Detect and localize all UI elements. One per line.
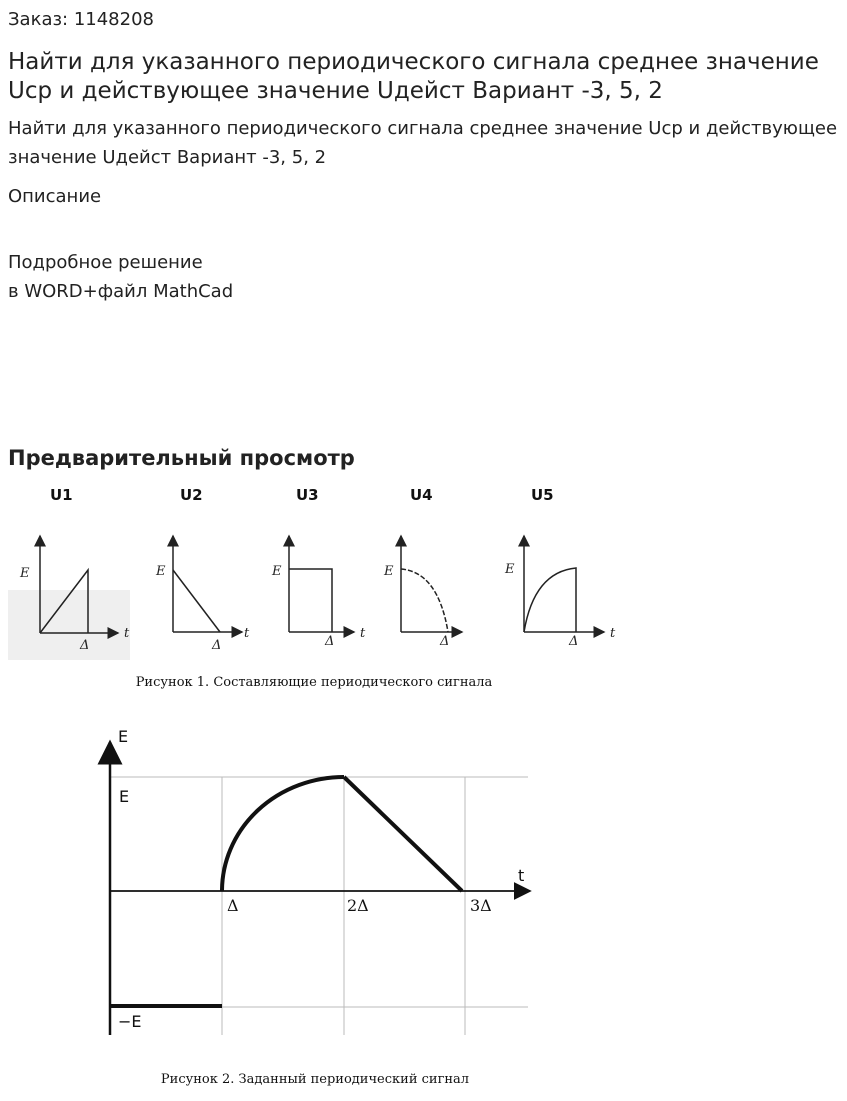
component-label: U4 [410,486,433,504]
neg-e-level-label: −E [118,1012,142,1031]
grid [110,777,528,1035]
component-u4 [383,486,462,649]
component-u2 [155,486,250,653]
t-label: t [610,626,616,641]
page-title: Найти для указанного периодического сигнала среднее значение Uср и действующее значение Uдейст Вариант -3, 5, 2 [8,49,819,104]
description-line: Подробное решение [8,252,203,273]
preview-heading: Предварительный просмотр [8,446,355,470]
component-label: U1 [50,486,73,504]
signal-arc-segment [222,777,344,891]
component-u3 [271,486,366,649]
component-label: U2 [180,486,203,504]
delta-label: Δ [569,634,579,649]
e-label: E [20,566,30,581]
tick-label-3delta: 3Δ [470,896,492,915]
component-u5 [504,486,616,649]
t-label: t [360,626,366,641]
scan-shade [8,590,130,660]
figure-1 [8,486,616,690]
tick-label-delta: Δ [227,896,239,915]
y-axis-label: E [118,727,129,746]
e-label: E [505,562,515,577]
description-heading: Описание [8,186,102,207]
delta-label: Δ [80,638,90,653]
t-label: t [244,626,250,641]
e-level-label: E [119,787,130,806]
preview-figures [0,480,847,1101]
delta-label: Δ [325,634,335,649]
x-axis-label: t [518,866,525,885]
signal-ramp-segment [344,777,462,891]
description-line: в WORD+файл MathCad [8,281,234,302]
delta-label: Δ [212,638,222,653]
e-label: E [156,564,166,579]
page-subtitle: Найти для указанного периодического сигнала среднее значение Uср и действующее значение Uдейст Вариант -3, 5, 2 [8,118,838,168]
delta-label: Δ [440,634,450,649]
e-label: E [384,564,394,579]
figure-1-caption: Рисунок 1. Составляющие периодического сигнала [135,675,493,690]
order-number: Заказ: 1148208 [8,9,154,30]
e-label: E [272,564,282,579]
tick-label-2delta: 2Δ [347,896,369,915]
description-body [8,248,233,306]
t-label: t [124,626,130,641]
figure-2 [110,727,530,1087]
figure-2-caption: Рисунок 2. Заданный периодический сигнал [160,1072,470,1087]
component-label: U3 [296,486,319,504]
component-label: U5 [531,486,554,504]
